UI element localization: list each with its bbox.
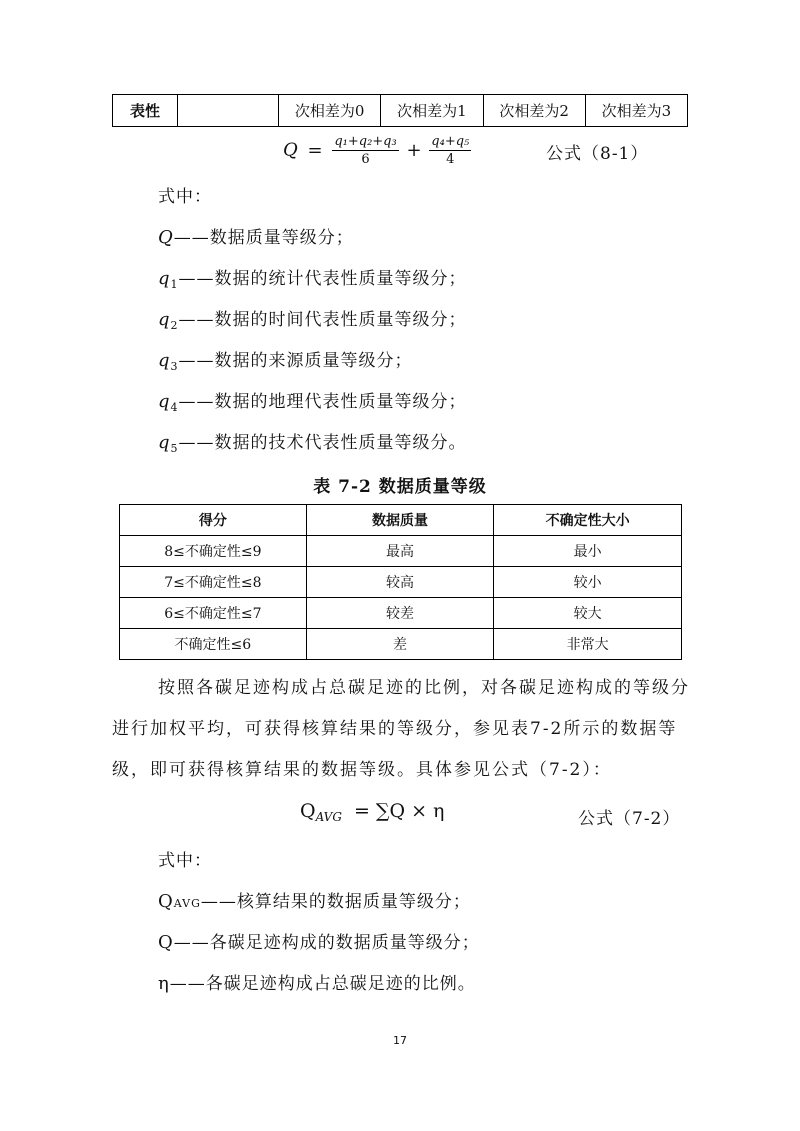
formula-rhs: = ∑Q × η [353, 800, 445, 822]
definition-symbol: q [158, 350, 171, 371]
definition-text: ——数据质量等级分； [173, 228, 354, 248]
definition-text: ——各碳足迹构成占总碳足迹的比例。 [169, 974, 476, 994]
table-row [120, 629, 682, 660]
definition-subscript: 3 [170, 360, 179, 373]
data-quality-table [119, 504, 682, 660]
formula-7-2-label: 公式（7-2） [578, 809, 681, 829]
table-cell: 次相差为1 [381, 95, 483, 127]
where-label: 式中： [158, 187, 212, 207]
page-number: 17 [393, 1034, 407, 1047]
empty-cell [178, 95, 279, 127]
top-partial-table [112, 94, 688, 127]
definition-line [158, 305, 467, 332]
definition-line [158, 264, 467, 291]
definition-line [158, 928, 480, 955]
definition-text: ——数据的技术代表性质量等级分。 [178, 433, 467, 453]
definition-line [158, 969, 476, 996]
formula-7-2 [300, 800, 444, 824]
table-cell: 最高 [306, 536, 494, 567]
paragraph-line-1: 按照各碳足迹构成占总碳足迹的比例，对各碳足迹构成的等级分 [158, 678, 690, 698]
table-cell: 次相差为2 [483, 95, 585, 127]
definition-subscript: 4 [170, 401, 179, 414]
definition-line [158, 428, 467, 455]
formula-lhs: Q [300, 800, 316, 822]
table-cell: 较高 [306, 567, 494, 598]
plus-sign: + [406, 139, 422, 161]
definition-symbol: q [158, 391, 171, 412]
definition-symbol: Q [158, 932, 174, 953]
formula-lhs: Q [283, 139, 298, 161]
column-header: 不确定性大小 [494, 505, 682, 536]
table-row [120, 598, 682, 629]
numerator-1: q₁+q₂+q₃ [334, 134, 397, 149]
table-cell: 次相差为3 [585, 95, 687, 127]
definition-line [158, 387, 467, 414]
definition-subscript: 1 [170, 278, 179, 291]
paragraph-line-3: 级，即可获得核算结果的数据等级。具体参见公式（7-2）： [112, 760, 612, 780]
definition-symbol: Q [158, 227, 174, 248]
table-row [113, 95, 688, 127]
definition-symbol: q [158, 309, 171, 330]
definition-text: ——数据的统计代表性质量等级分； [178, 269, 467, 289]
definition-line [158, 346, 413, 373]
definition-subscript: AVG [173, 897, 201, 910]
table-cell: 非常大 [494, 629, 682, 660]
definition-text: ——数据的来源质量等级分； [178, 351, 413, 371]
table-cell: 最小 [494, 536, 682, 567]
definition-line [158, 223, 354, 250]
equals-sign: = [307, 139, 323, 161]
table-row [120, 567, 682, 598]
fraction-2 [429, 134, 471, 167]
table-cell: 8≤不确定性≤9 [120, 536, 307, 567]
definition-line [158, 887, 471, 912]
denominator-1: 6 [361, 152, 370, 167]
definition-symbol: η [158, 973, 170, 994]
definition-text: ——数据的时间代表性质量等级分； [178, 310, 467, 330]
table-cell: 次相差为0 [279, 95, 381, 127]
column-header: 数据质量 [306, 505, 494, 536]
definition-text: ——各碳足迹构成的数据质量等级分； [173, 933, 480, 953]
table-row [120, 536, 682, 567]
definition-symbol: q [158, 432, 171, 453]
table-cell: 较小 [494, 567, 682, 598]
table-cell: 7≤不确定性≤8 [120, 567, 307, 598]
denominator-2: 4 [446, 152, 455, 167]
where-label: 式中： [158, 851, 212, 871]
formula-8-1 [283, 134, 471, 174]
table-cell: 较差 [306, 598, 494, 629]
table-cell: 不确定性≤6 [120, 629, 307, 660]
formula-8-1-label: 公式（8-1） [546, 144, 649, 164]
definition-text: ——核算结果的数据质量等级分； [200, 892, 471, 912]
definition-subscript: 5 [170, 442, 179, 455]
row-label: 表性 [113, 95, 178, 127]
definition-symbol: q [158, 268, 171, 289]
definition-text: ——数据的地理代表性质量等级分； [178, 392, 467, 412]
table-caption: 表 7-2 数据质量等级 [313, 477, 487, 497]
table-cell: 6≤不确定性≤7 [120, 598, 307, 629]
fraction-1 [332, 134, 398, 167]
definition-subscript: 2 [170, 319, 179, 332]
numerator-2: q₄+q₅ [431, 134, 470, 149]
paragraph-line-2: 进行加权平均，可获得核算结果的等级分，参见表7-2所示的数据等 [112, 719, 678, 739]
formula-lhs-subscript: AVG [315, 810, 342, 824]
table-cell: 较大 [494, 598, 682, 629]
column-header: 得分 [120, 505, 307, 536]
table-cell: 差 [306, 629, 494, 660]
definition-symbol: Q [158, 891, 174, 912]
table-header-row [120, 505, 682, 536]
